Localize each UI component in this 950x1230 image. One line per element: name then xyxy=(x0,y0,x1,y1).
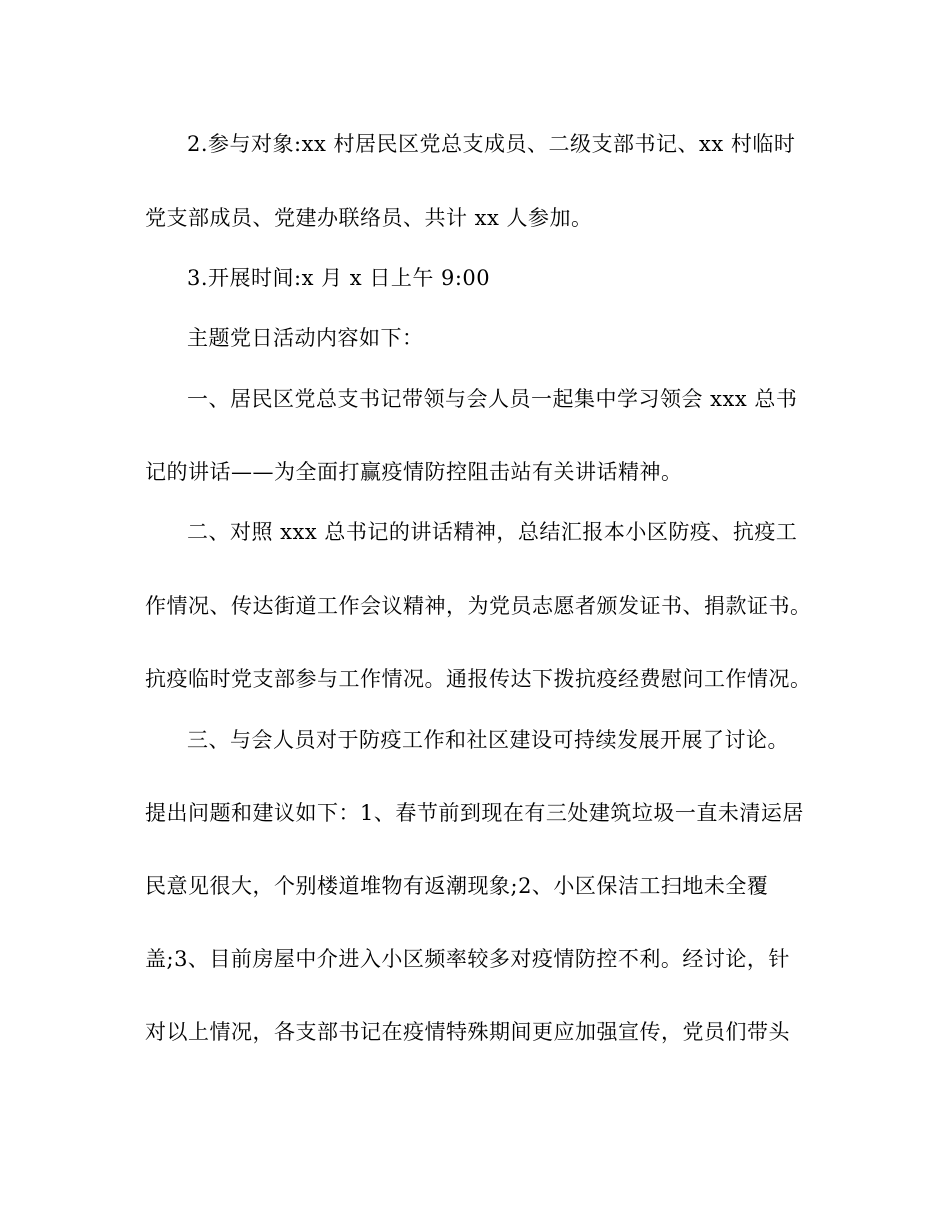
text-line-item-three-cont-3: 盖;3、目前房屋中介进入小区频率较多对疫情防控不利。经讨论，针 xyxy=(145,947,790,971)
text-line-item-three: 三、与会人员对于防疫工作和社区建设可持续发展开展了讨论。 xyxy=(187,728,789,752)
text-line-item-one: 一、居民区党总支书记带领与会人员一起集中学习领会 xxx 总书 xyxy=(187,387,798,411)
text-line-item-three-cont-4: 对以上情况，各支部书记在疫情特殊期间更应加强宣传，党员们带头 xyxy=(145,1020,790,1044)
text-line-item-two: 二、对照 xxx 总书记的讲话精神，总结汇报本小区防疫、抗疫工 xyxy=(187,520,798,544)
text-line-item-three-cont-2: 民意见很大，个别楼道堆物有返潮现象;2、小区保洁工扫地未全覆 xyxy=(145,874,769,898)
text-line-content-heading: 主题党日活动内容如下： xyxy=(187,326,424,350)
text-line-participants: 2.参与对象:xx 村居民区党总支成员、二级支部书记、xx 村临时 xyxy=(187,132,796,156)
text-line-item-one-cont: 记的讲话——为全面打赢疫情防控阻击站有关讲话精神。 xyxy=(145,460,683,484)
text-line-item-two-cont: 作情况、传达街道工作会议精神，为党员志愿者颁发证书、捐款证书。 xyxy=(145,594,812,618)
text-line-time: 3.开展时间:x 月 x 日上午 9:00 xyxy=(187,266,491,290)
text-line-item-two-cont-2: 抗疫临时党支部参与工作情况。通报传达下拨抗疫经费慰问工作情况。 xyxy=(145,667,812,691)
text-line-participants-cont: 党支部成员、党建办联络员、共计 xx 人参加。 xyxy=(145,206,593,230)
text-line-item-three-cont: 提出问题和建议如下：1、春节前到现在有三处建筑垃圾一直未清运居 xyxy=(145,801,804,825)
